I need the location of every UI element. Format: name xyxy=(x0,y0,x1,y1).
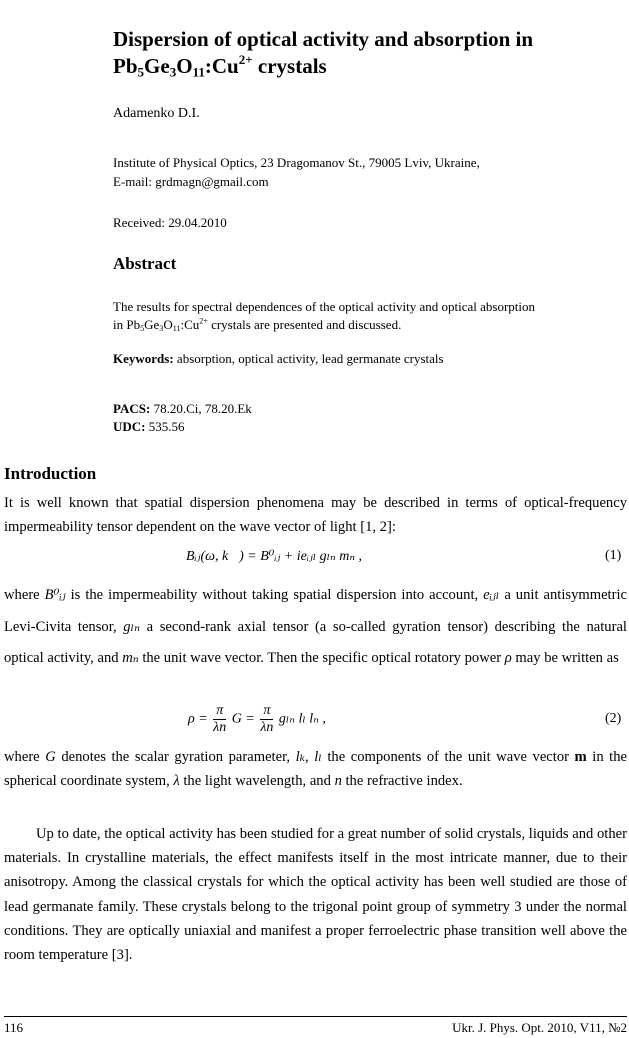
affiliation-address: Institute of Physical Optics, 23 Dragomanov St., 79005 Lviv, Ukraine, xyxy=(113,155,480,170)
intro-paragraph-3: where G denotes the scalar gyration parameter, lₖ, lₗ the components of the unit wave vector m in the spherical coordinate system, λ the light wavelength, and n the refractive index. xyxy=(4,749,628,789)
keywords-label: Keywords: xyxy=(113,351,174,366)
intro-paragraph-1: It is well known that spatial dispersion phenomena may be described in terms of optical-frequency impermeability tensor dependent on the wave vector of light [1, 2]: xyxy=(4,495,627,535)
equation-2: ρ = $\frac{\pi}{\lambda n}$ G = $\frac{\pi}{\lambda n}$ gₗₙ lₗ lₙ , xyxy=(188,703,326,735)
abstract-text: The results for spectral dependences of the optical activity and optical absorption in $Pb_5Ge_3O_{11}:Cu^{2+}$ crystals are presented and discussed. xyxy=(113,299,535,333)
intro-paragraph-2: where B⁰ᵢⱼ is the impermeability without taking spatial dispersion into account, eᵢⱼₗ a unit antisymmetric Levi-Civita tensor, gₗₙ a second-rank axial tensor (a so-called gyration tensor) describing the natural optical activity, and mₙ the unit wave vector. Then the specific optical rotatory power ρ may be written as xyxy=(4,587,627,666)
keywords: Keywords: absorption, optical activity, lead germanate crystals xyxy=(113,351,444,366)
classification xyxy=(113,400,252,436)
author: Adamenko D.I. xyxy=(113,106,200,121)
journal-citation: Ukr. J. Phys. Opt. 2010, V11, №2 xyxy=(452,1020,627,1035)
paper-title xyxy=(113,26,613,80)
intro-paragraph-4: Up to date, the optical activity has been studied for a great number of solid crystals, liquids and other materials. In crystalline materials, the effect manifests itself in the most intricate manner, due to their anisotropy. Among the classical crystals for which the optical activity has been well studied are those of lead germanate family. These crystals belong to the trigonal point group of symmetry 3 under the normal conditions. They are optically uniaxial and manifest a proper ferroelectric phase transition well above the room temperature [3]. xyxy=(4,826,627,964)
equation-1: Bᵢⱼ(ω, k⃗) = B⁰ᵢⱼ + ieᵢⱼₗ gₗₙ mₙ , xyxy=(186,549,363,564)
equation-1-number: (1) xyxy=(605,548,622,563)
page-number: 116 xyxy=(4,1020,24,1035)
affiliation-email: E-mail: grdmagn@gmail.com xyxy=(113,174,269,189)
introduction-heading: Introduction xyxy=(4,464,97,483)
affiliation xyxy=(113,153,613,191)
title-line-1: Dispersion of optical activity and absorption in xyxy=(113,27,534,51)
equation-2-number: (2) xyxy=(605,711,622,726)
footer-rule xyxy=(4,1016,627,1017)
udc: UDC: 535.56 xyxy=(113,419,185,434)
received-date: Received: 29.04.2010 xyxy=(113,215,227,230)
title-line-2: $Pb_5Ge_3O_{11}:Cu^{2+}$ crystals xyxy=(113,51,327,80)
abstract-heading: Abstract xyxy=(113,254,177,273)
pacs: PACS: 78.20.Ci, 78.20.Ek xyxy=(113,401,252,416)
